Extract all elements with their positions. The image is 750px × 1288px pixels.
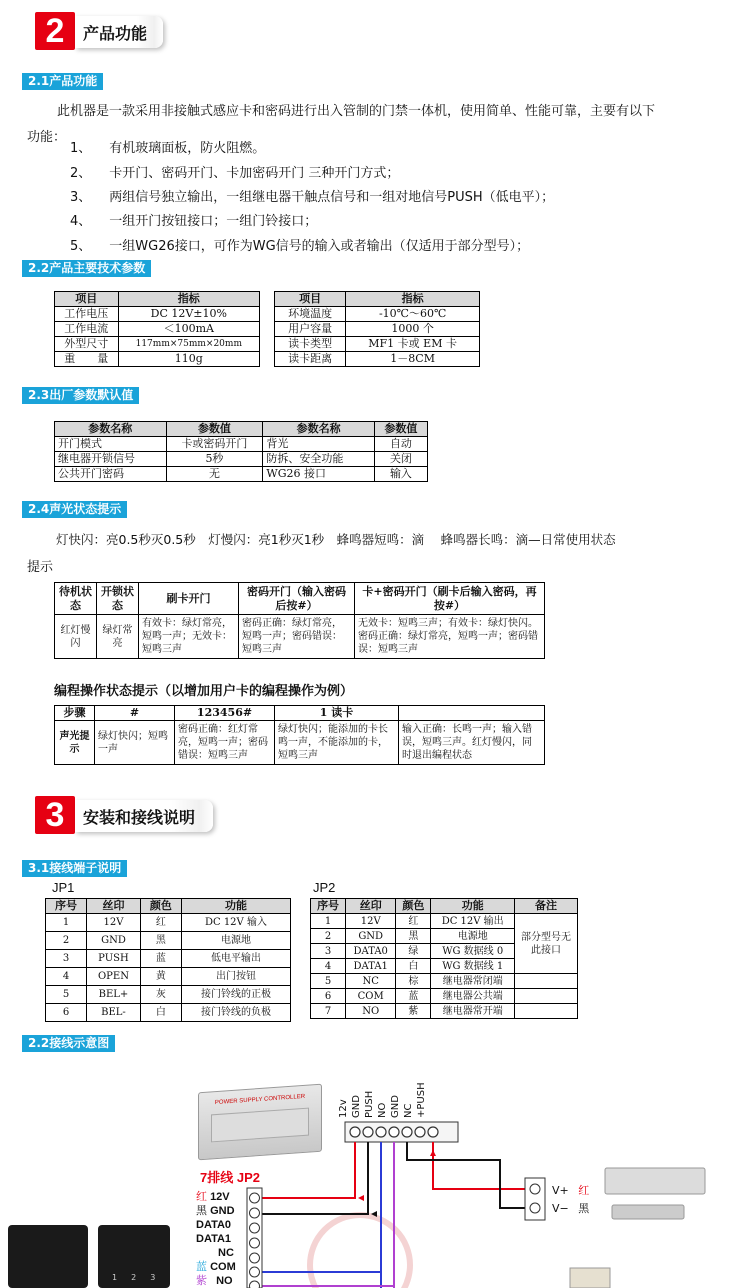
subsection-label: 2.2产品主要技术参数: [22, 260, 151, 277]
table-row: 5 BEL+ 灰 接门铃线的正极: [46, 986, 291, 1004]
table-row: 5 NC 棕 继电器常闭端: [311, 974, 578, 989]
table-header: 刷卡开门: [139, 583, 239, 615]
subsection-label: 2.3出厂参数默认值: [22, 387, 139, 404]
table-row: 读卡距离 1－8CM: [275, 352, 480, 367]
status-table: [54, 582, 545, 659]
jp2-pin-labels: 红 12V 黑 GND DATA0 DATA1 NC 蓝 COM 紫 NO: [196, 1191, 236, 1287]
subsection-label: 2.1产品功能: [22, 73, 103, 90]
table-row: 开门模式 卡或密码开门 背光 自动: [55, 437, 428, 452]
subsection-label: 2.4声光状态提示: [22, 501, 127, 518]
list-item: 1、 有机玻璃面板，防火阻燃。: [70, 141, 266, 156]
table-header: 步骤: [55, 706, 95, 721]
keypad-digits: 123: [112, 1273, 170, 1282]
spec-table-right: [274, 291, 480, 367]
table-row: 4 DATA1 白 WG 数据线 1: [311, 959, 578, 974]
table-header: 卡+密码开门（刷卡后输入密码，再按#）: [355, 583, 545, 615]
table-row: 用户容量 1000 个: [275, 322, 480, 337]
table-header: 开锁状态: [97, 583, 139, 615]
intro-text-cont: 功能：: [27, 130, 67, 145]
table-header: 项目: [55, 292, 119, 307]
table-header: 123456#: [175, 706, 275, 721]
section-number-badge: 3: [35, 796, 75, 834]
table-header: 功能: [181, 899, 290, 914]
table-row: 继电器开锁信号 5秒 防拆、安全功能 关闭: [55, 452, 428, 467]
table-header: 参数名称: [55, 422, 167, 437]
table-row: 红灯慢闪 绿灯常亮 有效卡：绿灯常亮，短鸣一声；无效卡：短鸣三声 密码正确：绿灯常亮，短鸣一声；密码错误：短鸣三声 无效卡：短鸣三声；有效卡：绿灯快闪。密码正确：绿灯常亮，短鸣一声；密码错误：短鸣三声: [55, 615, 545, 659]
table-header: 项目: [275, 292, 346, 307]
table-header: 颜色: [140, 899, 181, 914]
table-row: 读卡类型 MF1 卡或 EM 卡: [275, 337, 480, 352]
table-row: 重 量 110g: [55, 352, 260, 367]
table-row: 4 OPEN 黄 出门按钮: [46, 968, 291, 986]
table-header: 参数名称: [263, 422, 375, 437]
section-title: 产品功能: [75, 16, 163, 48]
table-row: 工作电压 DC 12V±10%: [55, 307, 260, 322]
wiring-diagram: [0, 1060, 750, 1288]
table-row: 工作电流 ＜100mA: [55, 322, 260, 337]
table-row: 外型尺寸 117mm×75mm×20mm: [55, 337, 260, 352]
table-row: 声光提示 绿灯快闪；短鸣一声 密码正确：红灯常亮，短鸣一声；密码错误：短鸣三声 绿灯快闪；能添加的卡长鸣一声，不能添加的卡，短鸣三声 输入正确：长鸣一声；输入错误，短鸣三声。红灯慢闪，同时退出编程状态: [55, 721, 545, 765]
table-header: 颜色: [396, 899, 431, 914]
table-header: 丝印: [87, 899, 141, 914]
power-supply-image: POWER SUPPLY CONTROLLER: [198, 1084, 322, 1161]
list-item: 5、 一组WG26接口，可作为WG信号的输入或者输出（仅适用于部分型号）；: [70, 239, 530, 254]
table-header: 参数值: [166, 422, 263, 437]
jp2-cable-title: 7排线 JP2: [200, 1170, 260, 1185]
table-header: #: [95, 706, 175, 721]
table-row: 2 GND 黑 电源地: [46, 932, 291, 950]
table-header: [399, 706, 545, 721]
section-number-badge: 2: [35, 12, 75, 50]
jp2-table: [310, 898, 578, 1019]
table-row: 3 DATA0 绿 WG 数据线 0: [311, 944, 578, 959]
table-row: 环境温度 -10℃～60℃: [275, 307, 480, 322]
table-row: 6 BEL- 白 接门铃线的负极: [46, 1004, 291, 1022]
table-header: 指标: [346, 292, 480, 307]
v-minus-label: V− 黑: [552, 1202, 590, 1215]
intro-text: 此机器是一款采用非接触式感应卡和密码进行出入管制的门禁一体机，使用简单、性能可靠，主要有以下: [57, 104, 656, 119]
programming-status-title: 编程操作状态提示（以增加用户卡的编程操作为例）: [54, 684, 354, 699]
programming-table: [54, 705, 545, 765]
default-params-table: [54, 421, 428, 482]
table-row: 2 GND 黑 电源地: [311, 929, 578, 944]
table-header: 参数值: [374, 422, 427, 437]
table-header: 指标: [118, 292, 259, 307]
table-header: 1 读卡: [275, 706, 399, 721]
list-item: 2、 卡开门、密码开门、卡加密码开门 三种开门方式；: [70, 166, 400, 181]
table-row: 1 12V 红 DC 12V 输入: [46, 914, 291, 932]
table-header: 序号: [46, 899, 87, 914]
table-header: 密码开门（输入密码后按#）: [239, 583, 355, 615]
status-legend-cont: 提示: [27, 560, 54, 575]
table-row: 7 NO 紫 继电器常开端: [311, 1004, 578, 1019]
table-row: 3 PUSH 蓝 低电平输出: [46, 950, 291, 968]
jp2-label: JP2: [313, 880, 336, 895]
table-header: 备注: [515, 899, 578, 914]
list-item: 3、 两组信号独立输出，一组继电器干触点信号和一组对地信号PUSH（低电平）；: [70, 190, 555, 205]
table-header: 功能: [431, 899, 515, 914]
table-header: 待机状态: [55, 583, 97, 615]
section-title: 安装和接线说明: [75, 800, 213, 832]
subsection-label: 3.1接线端子说明: [22, 860, 127, 877]
subsection-label: 2.2接线示意图: [22, 1035, 115, 1052]
table-header: 丝印: [346, 899, 396, 914]
table-header: 序号: [311, 899, 346, 914]
list-item: 4、 一组开门按钮接口；一组门铃接口；: [70, 214, 318, 229]
v-plus-label: V+ 红: [552, 1184, 590, 1197]
status-legend: 灯快闪：亮0.5秒灭0.5秒 灯慢闪：亮1秒灭1秒 蜂鸣器短鸣：滴 蜂鸣器长鸣：滴—日常使用状态: [56, 532, 616, 547]
table-row: 6 COM 蓝 继电器公共端: [311, 989, 578, 1004]
jp1-table: [45, 898, 291, 1022]
table-row: 1 12V 红 DC 12V 输出 部分型号无此接口: [311, 914, 578, 929]
jp1-label: JP1: [52, 880, 75, 895]
table-row: 公共开门密码 无 WG26 接口 输入: [55, 467, 428, 482]
spec-table-left: [54, 291, 260, 367]
